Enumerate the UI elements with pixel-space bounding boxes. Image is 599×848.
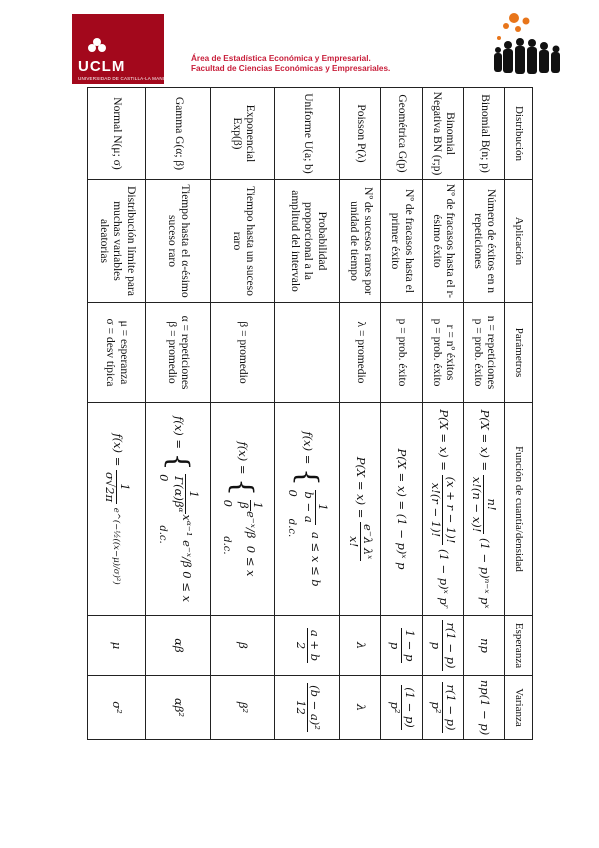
formula-denominator: σ√2π [102, 472, 117, 503]
function-cell [422, 403, 463, 616]
table-row [422, 88, 463, 740]
variance-cell [381, 676, 422, 740]
expectation-numerator: 1 − p [402, 629, 417, 662]
header-line-2: Facultad de Ciencias Económicas y Empresariales. [191, 64, 391, 73]
parameters-cell [422, 303, 463, 403]
formula-lhs: P(X = x) = [354, 456, 369, 519]
case1-condition: a ≤ x ≤ b [309, 532, 324, 587]
table-row [145, 88, 210, 740]
formula-numerator: e⁻λ λˣ [361, 524, 376, 560]
table-row [340, 88, 381, 740]
header-funcion: Función de cuantía/densidad [505, 403, 533, 616]
header-distribucion: Distribución [505, 88, 533, 180]
header-parametros: Parámetros [505, 303, 533, 403]
variance-cell: β² [210, 676, 275, 740]
expectation-denominator: 2 [293, 641, 308, 650]
case1-condition: 0 ≤ x [179, 571, 194, 603]
table-row [381, 88, 422, 740]
variance-numerator: (b − a)² [308, 685, 323, 730]
formula-rest: e^(−½((x−μ)/σ)²) [110, 507, 121, 585]
function-cell [463, 403, 504, 616]
case1-numerator: 1 [185, 474, 200, 514]
case2-value: 0 [221, 499, 236, 507]
parameters-cell [275, 303, 340, 403]
parameter: σ = desv típica [104, 318, 117, 387]
formula-lhs: f(x) = [236, 441, 251, 475]
application-cell: Tiempo hasta un suceso raro [210, 180, 275, 303]
application-cell: Nº de fracasos hasta el primer éxito [381, 180, 422, 303]
formula-lhs: f(x) = [110, 433, 125, 467]
variance-denominator: p² [388, 701, 402, 714]
header-esperanza: Esperanza [505, 616, 533, 676]
brace-symbol: { [226, 478, 260, 496]
variance-cell: σ² [88, 676, 146, 740]
parameter: p = prob. éxito [471, 318, 484, 387]
parameters-cell [88, 303, 146, 403]
logo-emblem-icon [72, 14, 164, 58]
table-row [88, 88, 146, 740]
expectation-cell: μ [88, 616, 146, 676]
table-row [210, 88, 275, 740]
variance-cell [422, 676, 463, 740]
distribution-name: Uniforme U(a; b) [275, 88, 340, 180]
case2-condition: d.c. [286, 518, 298, 538]
formula-lhs: P(X = x) = [477, 409, 492, 472]
function-cell [210, 403, 275, 616]
formula-denominator: x!(r − 1)! [429, 482, 444, 538]
case1-rest: xᵅ⁻¹ e⁻ˣ/β [179, 514, 194, 568]
brace-symbol: { [291, 468, 325, 486]
parameters-cell [210, 303, 275, 403]
expectation-cell: λ [340, 616, 381, 676]
expectation-numerator: a + b [308, 629, 323, 662]
case1-numerator: 1 [251, 501, 266, 509]
case1-rest: e⁻ˣ/β [244, 510, 259, 539]
formula-denominator: x! [346, 536, 361, 548]
expectation-denominator: p [429, 641, 444, 650]
distribution-name: Geométrica G(p) [381, 88, 422, 180]
brace-symbol: { [161, 452, 195, 471]
application-cell: Tiempo hasta el α-ésimo suceso raro [145, 180, 210, 303]
application-cell: Nº de sucesos raros por unidad de tiempo [340, 180, 381, 303]
formula-numerator: n! [483, 475, 498, 535]
formula-numerator: 1 [116, 470, 131, 504]
parameter: r = nº éxitos [444, 324, 457, 381]
table-row [463, 88, 504, 740]
table-header-row [505, 88, 533, 740]
case1-denominator: b − a [301, 491, 316, 523]
variance-denominator: p² [429, 701, 444, 714]
case1-numerator: 1 [315, 490, 330, 525]
variance-numerator: r(1 − p) [443, 684, 458, 731]
function-cell [88, 403, 146, 616]
logo-text: UCLM [78, 58, 126, 75]
application-cell: Distribución límite para muchas variables aleatorias [88, 180, 146, 303]
variance-numerator: (1 − p) [402, 687, 417, 728]
parameter: β = promedio [165, 321, 178, 384]
application-cell: Probabilidad proporcional a la amplitud del intervalo [275, 180, 340, 303]
case1-condition: 0 ≤ x [244, 545, 259, 577]
distribution-name: Binomial B(n; p) [463, 88, 504, 180]
function-cell [145, 403, 210, 616]
distributions-table [87, 87, 533, 740]
case2-value: 0 [156, 474, 171, 482]
formula-denominator: x!(n − x)! [470, 476, 485, 533]
expectation-cell [381, 616, 422, 676]
parameter: n = repeticiones [485, 315, 498, 390]
distributions-table-container [87, 87, 533, 739]
formula-rest: (1 − p)ⁿ⁻ˣ pˣ [477, 537, 492, 609]
header-aplicacion: Aplicación [505, 180, 533, 303]
case2-condition: d.c. [221, 536, 233, 555]
formula-lhs: f(x) = [171, 415, 186, 449]
parameter: λ = promedio [355, 321, 368, 384]
variance-cell [275, 676, 340, 740]
formula-lhs: P(X = x) = [436, 409, 451, 471]
variance-cell: αβ² [145, 676, 210, 740]
parameters-cell [463, 303, 504, 403]
function-cell: P(X = x) = (1 − p)ˣ p [381, 403, 422, 616]
case2-condition: d.c. [156, 525, 168, 544]
case1-denominator: Γ(α)βᵅ [172, 476, 187, 513]
distribution-name: Gamma G(α; β) [145, 88, 210, 180]
case1-denominator: β [236, 501, 251, 509]
parameter: β = promedio [237, 321, 250, 384]
parameter: p = prob. éxito [396, 318, 409, 387]
expectation-cell: αβ [145, 616, 210, 676]
logo-subtitle: UNIVERSIDAD DE CASTILLA-LA MANCHA [78, 76, 173, 81]
parameters-cell [340, 303, 381, 403]
parameters-cell [145, 303, 210, 403]
parameter: μ = esperanza [118, 320, 131, 385]
header-varianza: Varianza [505, 676, 533, 740]
case2-value: 0 [286, 489, 301, 497]
distribution-name: Binomial Negativa BN (r;p) [422, 88, 463, 180]
expectation-numerator: r(1 − p) [443, 622, 458, 669]
application-cell: Nº de fracasos hasta el r-ésimo éxito [422, 180, 463, 303]
expectation-denominator: p [388, 641, 402, 650]
header-line-1: Área de Estadística Económica y Empresarial. [191, 54, 371, 63]
expectation-cell: β [210, 616, 275, 676]
expectation-cell [422, 616, 463, 676]
function-cell [275, 403, 340, 616]
variance-denominator: 12 [293, 700, 308, 715]
people-group-logo-icon [486, 12, 578, 82]
parameter: α = repeticiones [179, 315, 192, 390]
formula-rest: (1 − p)ˣ pʳ [436, 549, 451, 609]
expectation-cell: np [463, 616, 504, 676]
formula-lhs: f(x) = [301, 431, 316, 465]
parameter: p = prob. éxito [430, 318, 443, 387]
variance-cell: λ [340, 676, 381, 740]
formula-numerator: (x + r − 1)! [443, 476, 458, 544]
function-cell [340, 403, 381, 616]
expectation-cell [275, 616, 340, 676]
parameters-cell [381, 303, 422, 403]
uclm-logo [72, 14, 173, 84]
distribution-name: Poisson P(λ) [340, 88, 381, 180]
distribution-name: Normal N(μ; σ) [88, 88, 146, 180]
application-cell: Número de éxitos en n repeticiones [463, 180, 504, 303]
table-row [275, 88, 340, 740]
variance-cell: np(1 − p) [463, 676, 504, 740]
distribution-name: Exponencial Exp(β) [210, 88, 275, 180]
